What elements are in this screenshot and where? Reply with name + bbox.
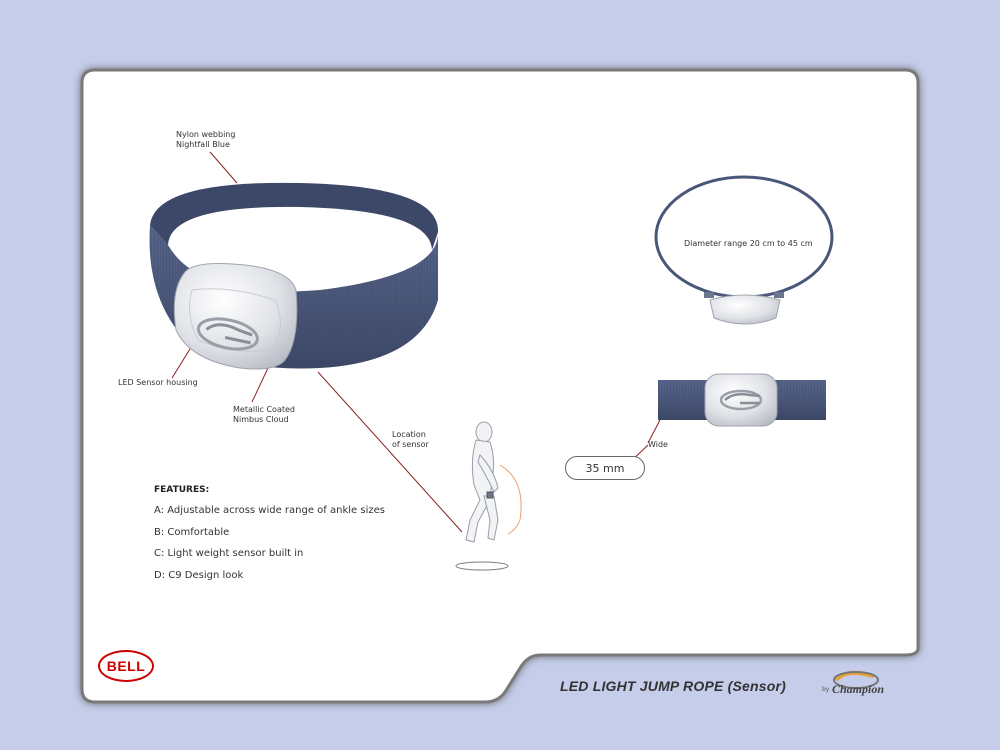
width-dimension-badge: 35 mm [565, 456, 645, 480]
label-location: Location of sensor [392, 430, 429, 449]
feature-item: A: Adjustable across wide range of ankle sizes [154, 505, 385, 516]
label-sensor-housing: LED Sensor housing [118, 378, 198, 387]
bell-logo [98, 650, 154, 682]
bell-logo-text: BELL [106, 658, 146, 674]
feature-item: C: Light weight sensor built in [154, 548, 304, 559]
champion-by-text: by [822, 686, 830, 693]
champion-logo [818, 670, 908, 705]
band-front-view-illustration [658, 374, 826, 426]
label-diameter: Diameter range 20 cm to 45 cm [684, 239, 813, 248]
feature-item: B: Comfortable [154, 527, 230, 538]
features-heading: FEATURES: [154, 485, 210, 495]
feature-item: D: C9 Design look [154, 570, 244, 581]
champion-brand-text: Champion [832, 682, 885, 696]
label-wide: Wide [648, 440, 668, 449]
page-title: LED LIGHT JUMP ROPE (Sensor) [560, 678, 786, 694]
label-metallic: Metallic Coated Nimbus Cloud [233, 405, 295, 424]
label-webbing: Nylon webbing Nightfall Blue [176, 130, 236, 149]
